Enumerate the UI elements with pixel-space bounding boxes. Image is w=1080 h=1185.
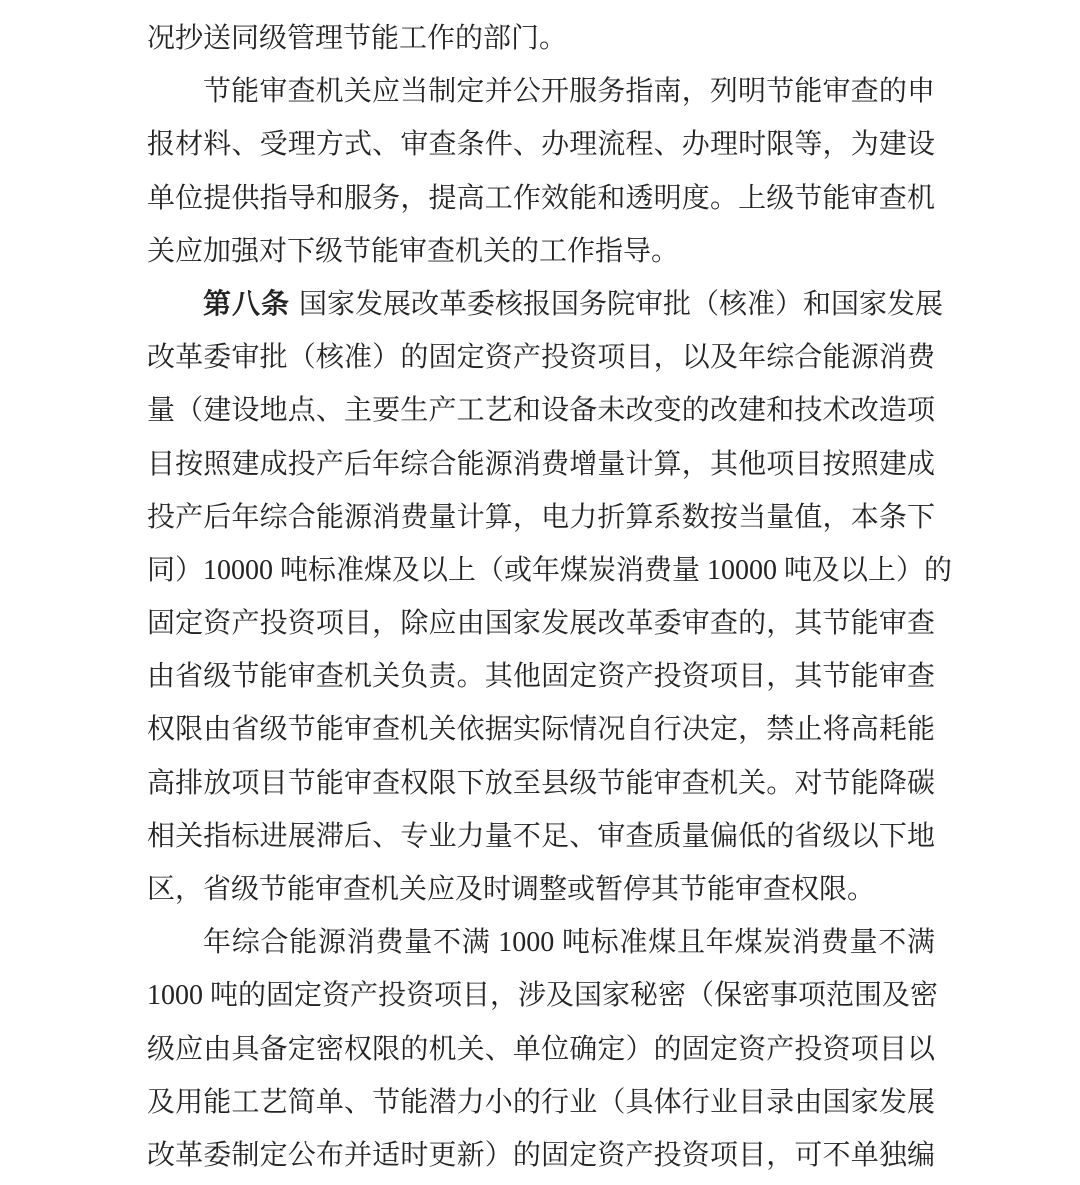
text-line: 改革委审批（核准）的固定资产投资项目，以及年综合能源消费 [147,342,935,374]
text-line: 相关指标进展滞后、专业力量不足、审查质量偏低的省级以下地 [147,820,935,852]
text-line: 固定资产投资项目，除应由国家发展改革委审查的，其节能审查 [147,608,935,640]
text-line: 同）10000 吨标准煤及以上（或年煤炭消费量 10000 吨及以上）的 [147,554,953,586]
text-line: 目按照建成投产后年综合能源消费增量计算，其他项目按照建成 [147,448,935,480]
text-line: 年综合能源消费量不满 1000 吨标准煤且年煤炭消费量不满 [203,927,935,959]
text-line: 单位提供指导和服务，提高工作效能和透明度。上级节能审查机 [147,182,935,214]
text-line: 第八条 国家发展改革委核报国务院审批（核准）和国家发展 [203,288,943,320]
text-line: 由省级节能审查机关负责。其他固定资产投资项目，其节能审查 [147,661,935,693]
text-line: 节能审查机关应当制定并公开服务指南，列明节能审查的申 [203,76,935,108]
text-line: 权限由省级节能审查机关依据实际情况自行决定，禁止将高耗能 [147,714,935,746]
text-line: 区，省级节能审查机关应及时调整或暂停其节能审查权限。 [147,874,876,905]
text-line: 级应由具备定密权限的机关、单位确定）的固定资产投资项目以 [147,1033,935,1065]
document-text-body [147,0,953,1182]
text-line: 改革委制定公布并适时更新）的固定资产投资项目，可不单独编 [147,1139,935,1171]
text-line: 报材料、受理方式、审查条件、办理流程、办理时限等，为建设 [147,129,935,161]
text-line: 投产后年综合能源消费量计算，电力折算系数按当量值，本条下 [147,501,935,533]
text-line: 1000 吨的固定资产投资项目，涉及国家秘密（保密事项范围及密 [147,980,939,1012]
text-line: 及用能工艺简单、节能潜力小的行业（具体行业目录由国家发展 [147,1086,935,1118]
text-line: 量（建设地点、主要生产工艺和设备未改变的改建和技术改造项 [147,395,935,427]
article-number-heading: 第八条 [203,288,291,320]
text-line: 况抄送同级管理节能工作的部门。 [147,23,568,54]
text-line: 关应加强对下级节能审查机关的工作指导。 [147,235,680,267]
text-line: 高排放项目节能审查权限下放至县级节能审查机关。对节能降碳 [147,767,935,799]
